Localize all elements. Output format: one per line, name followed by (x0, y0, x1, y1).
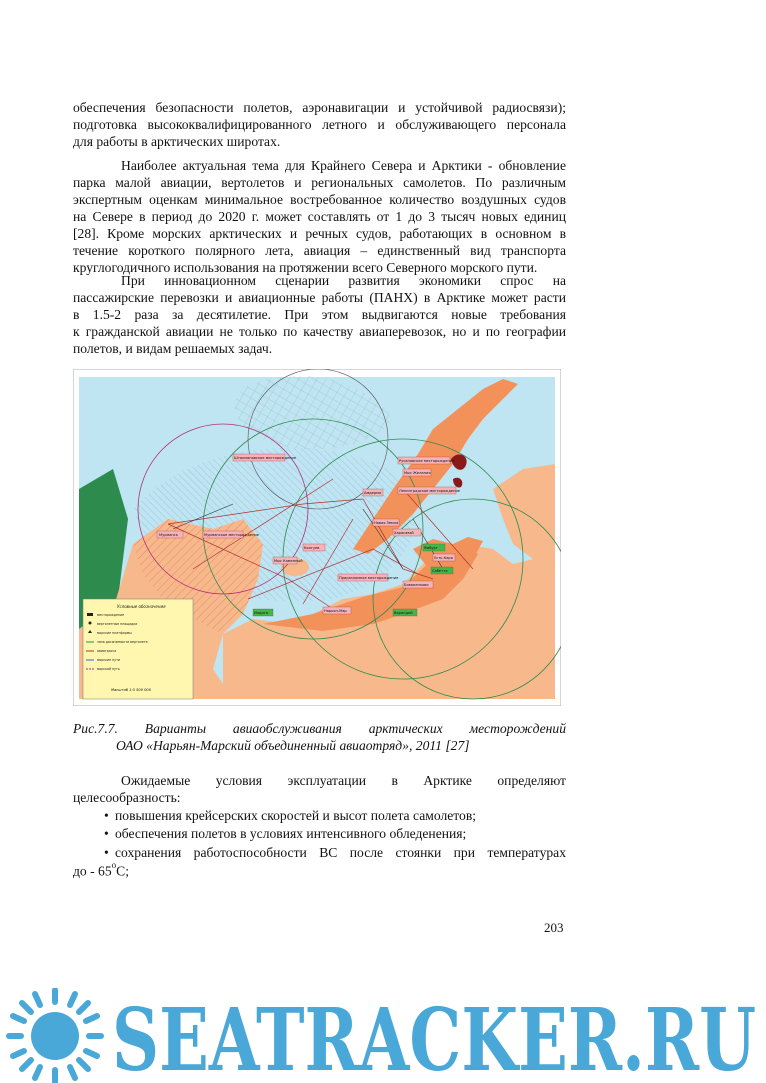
map-label: Мыс Желания (404, 471, 431, 475)
page-number: 203 (544, 920, 564, 935)
text-line: При инновационном сценарии развития экономики спрос на (121, 273, 566, 288)
legend-title: Условные обозначения (117, 604, 166, 609)
map-label: Колгуев (304, 546, 320, 550)
text-line: в 1.5-2 раза за десятилетие. При этом выдвигаются новые требования (73, 307, 566, 322)
map-label: Ленинградское месторождение (399, 489, 461, 493)
text-line: полетов, и видам решаемых задач. (73, 341, 273, 356)
map-label: Мурманское месторождение (204, 533, 259, 537)
map-label: Русановское месторождение (399, 459, 455, 463)
figure-caption (73, 720, 566, 754)
legend-item: морские пути (97, 658, 121, 662)
text-line: круглогодичного использования на протяжении всего Северного морского пути. (73, 260, 538, 275)
watermark-text: SEATRACKER.RU (112, 990, 756, 1083)
text-line: на Севере в период до 2020 г. может составлять от 1 до 3 тысяч новых единиц (73, 209, 566, 224)
map-label: Бованенково (404, 583, 429, 587)
map-label: Варандей (394, 611, 413, 615)
map-scale: Масштаб 1:5 500 000 (111, 688, 152, 692)
watermark-banner (0, 988, 766, 1083)
map-label: Мурманск (159, 533, 178, 537)
legend-item: вертолетные площадки (97, 622, 138, 626)
map-label: Усть-Кара (434, 556, 453, 560)
map-label: Индига (254, 611, 268, 615)
map-label: Мыс Каменный (274, 559, 303, 563)
caption-line-2: ОАО «Нарьян-Марский объединенный авиаотряд», 2011 [27] (116, 738, 470, 753)
temp-prefix: до - 65 (73, 863, 112, 879)
map-label: Штокмановское месторождение (234, 456, 297, 460)
text-line: экспертным оценкам минимальное востребованное количество воздушных судов (73, 192, 566, 207)
text-line: целесообразность: (73, 790, 181, 805)
caption-line-1: Рис.7.7. Варианты авиаобслуживания арктических месторождений (73, 721, 566, 736)
bullet-item: • повышения крейсерских скоростей и высот полета самолетов; (115, 807, 566, 824)
map-label: Харасавэй (394, 531, 414, 535)
bullet-item: • обеспечения полетов в условиях интенсивного обледенения; (115, 825, 566, 842)
map-label: Сабетта (432, 569, 448, 573)
map-label: Амдерма (364, 491, 382, 495)
paragraph-2 (73, 157, 566, 276)
paragraph-1 (73, 99, 566, 150)
text-line: Наиболее актуальная тема для Крайнего Севера и Арктики - обновление (121, 158, 566, 173)
map-label: Ямбург (424, 546, 438, 550)
map-label: Приразломное месторождение (339, 576, 399, 580)
text-line: к гражданской авиации не только по качеству авиаперевозок, но и по географии (73, 324, 566, 339)
bullet-item: • сохранения работоспособности ВС после стоянки при температурах (115, 844, 566, 861)
map-label: Нарьян-Мар (324, 609, 347, 613)
map-label: Новая Земля (374, 521, 399, 525)
text-line: для работы в арктических широтах. (73, 134, 281, 149)
bullet-continuation (73, 862, 129, 880)
arctic-map (73, 369, 561, 706)
legend-item: зона досягаемости вертолета (97, 640, 148, 644)
paragraph-4 (73, 772, 566, 806)
text-line: течение короткого полярного лета, авиация – единственный вид транспорта (73, 243, 566, 258)
temp-suffix: C; (116, 863, 129, 879)
text-line: парка малой авиации, вертолетов и региональных самолетов. По различным (73, 175, 566, 190)
map-legend (83, 599, 193, 699)
text-line: пассажирские перевозки и авиационные работы (ПАНХ) в Арктике может расти (73, 290, 566, 305)
text-line: [28]. Кроме морских арктических и речных судов, работающих в основном в (73, 226, 566, 241)
paragraph-3 (73, 272, 566, 357)
legend-item: месторождение (97, 613, 125, 617)
degree-sign: o (111, 860, 117, 870)
text-line: обеспечения безопасности полетов, аэронавигации и устойчивой радиосвязи); (73, 100, 566, 115)
sun-logo-icon (9, 990, 101, 1082)
legend-item: морской путь (97, 667, 120, 671)
legend-item: авиатрасса (97, 649, 117, 653)
text-line: Ожидаемые условия эксплуатации в Арктике определяют (121, 773, 566, 788)
legend-item: морские платформы (97, 631, 132, 635)
text-line: подготовка высококвалифицированного летного и обслуживающего персонала (73, 117, 566, 132)
